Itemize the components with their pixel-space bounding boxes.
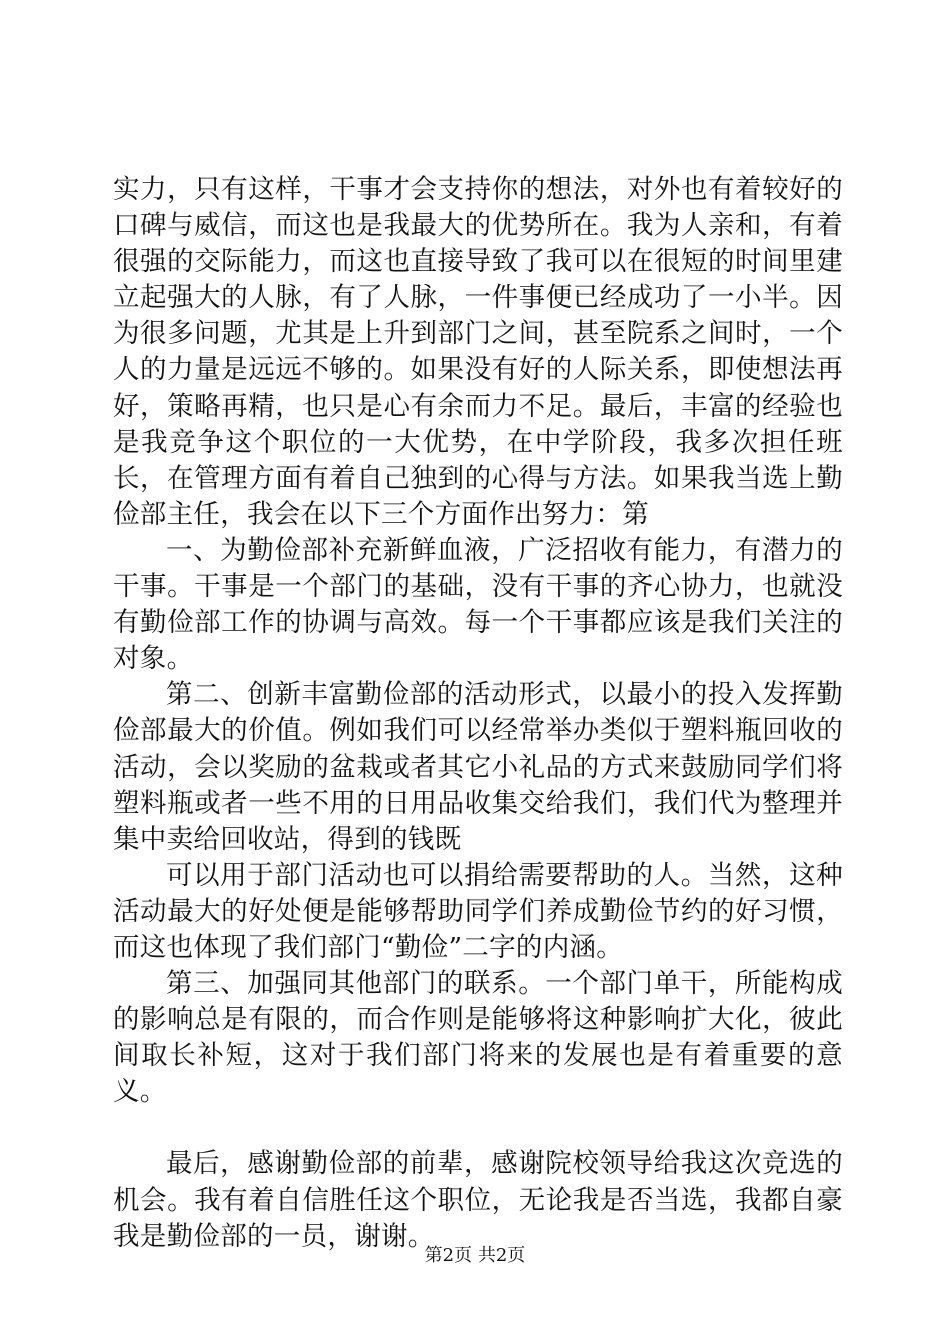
paragraph-gap xyxy=(113,1110,843,1146)
paragraph-continuation: 实力，只有这样，干事才会支持你的想法，对外也有着较好的口碑与威信，而这也是我最大的优势所在。我为人亲和，有着很强的交际能力，而这也直接导致了我可以在很短的时间里建立起强大的人脉，有了人脉，一件事便已经成功了一小半。因为很多问题，尤其是上升到部门之间，甚至院系之间时，一个人的力量是远远不够的。如果没有好的人际关系，即使想法再好，策略再精，也只是心有余而力不足。最后，丰富的经验也是我竞争这个职位的一大优势，在中学阶段，我多次担任班长，在管理方面有着自己独到的心得与方法。如果我当选上勤俭部主任，我会在以下三个方面作出努力：第 xyxy=(113,174,843,530)
document-body xyxy=(113,172,843,1255)
paragraph-item-two-continued: 可以用于部门活动也可以捐给需要帮助的人。当然，这种活动最大的好处便是能够帮助同学们养成勤俭节约的好习惯，而这也体现了我们部门“勤俭”二字的内涵。 xyxy=(113,859,843,963)
paragraph-item-one: 一、为勤俭部补充新鲜血液，广泛招收有能力，有潜力的干事。干事是一个部门的基础，没有干事的齐心协力，也就没有勤俭部工作的协调与高效。每一个干事都应该是我们关注的对象。 xyxy=(113,534,843,675)
paragraph-item-three: 第三、加强同其他部门的联系。一个部门单干，所能构成的影响总是有限的，而合作则是能够将这种影响扩大化，彼此间取长补短，这对于我们部门将来的发展也是有着重要的意义。 xyxy=(113,968,843,1108)
paragraph-item-two: 第二、创新丰富勤俭部的活动形式，以最小的投入发挥勤俭部最大的价值。例如我们可以经常举办类似于塑料瓶回收的活动，会以奖励的盆栽或者其它小礼品的方式来鼓励同学们将塑料瓶或者一些不用的日用品收集交给我们，我们代为整理并集中卖给回收站，得到的钱既 xyxy=(113,679,843,855)
paragraph-closing: 最后，感谢勤俭部的前辈，感谢院校领导给我这次竞选的机会。我有着自信胜任这个职位，无论我是否当选，我都自豪我是勤俭部的一员，谢谢。 xyxy=(113,1148,843,1252)
page-footer: 第2页 共2页 xyxy=(424,1245,526,1266)
